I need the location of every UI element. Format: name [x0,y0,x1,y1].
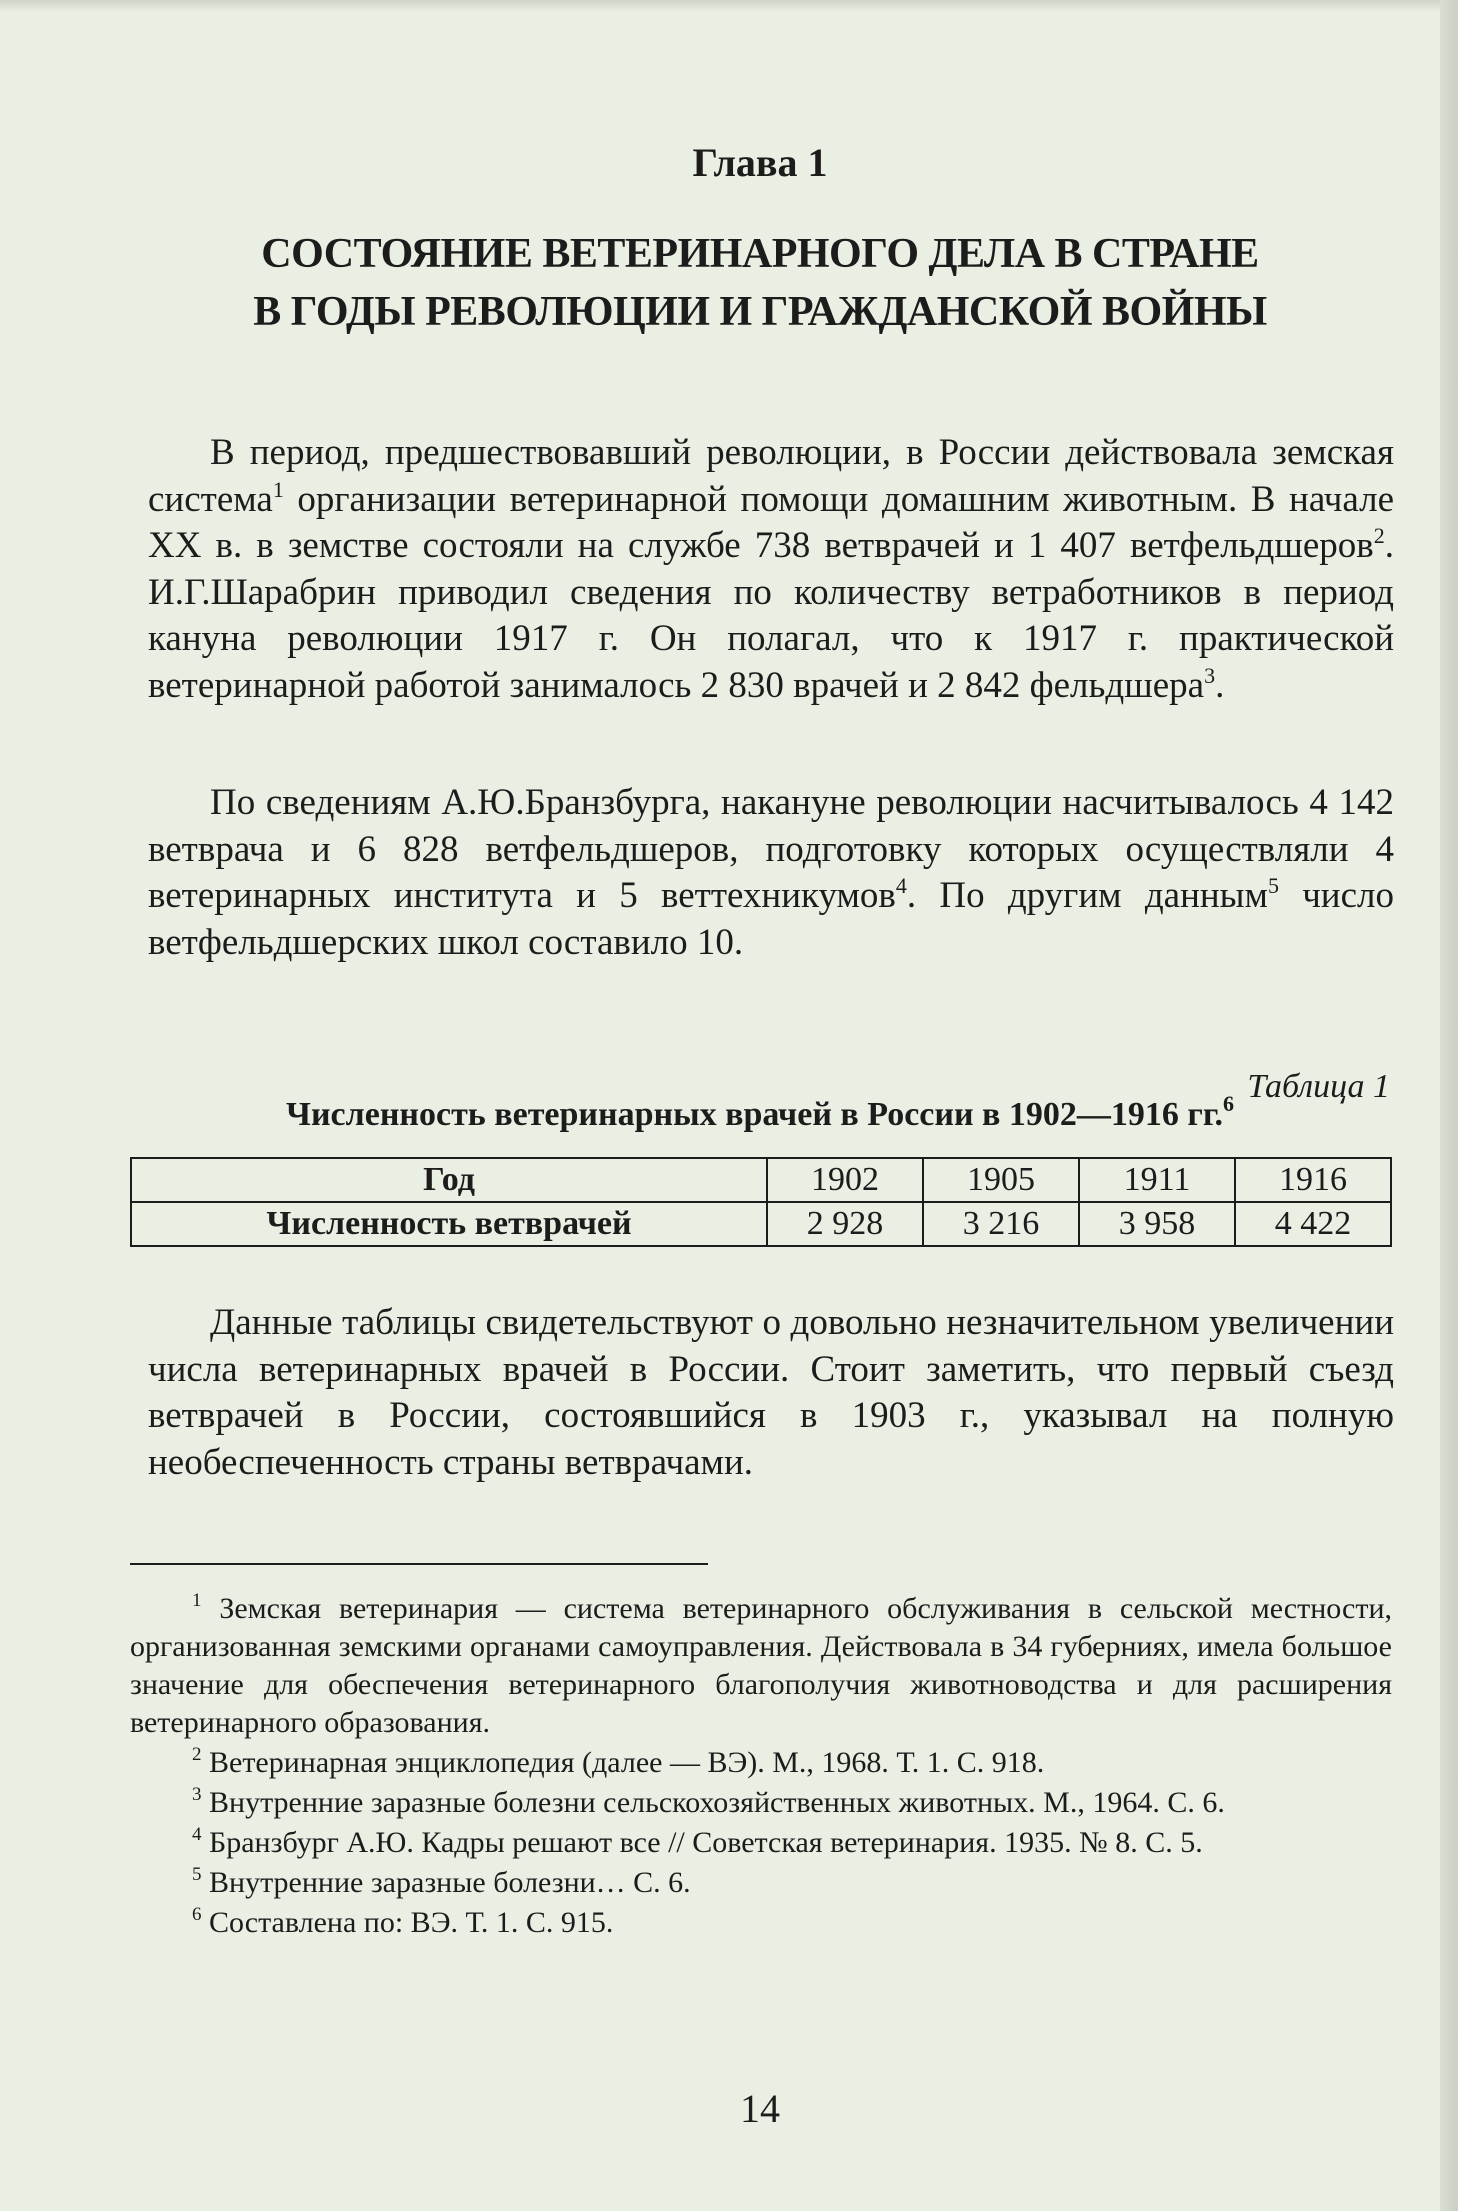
paragraph-1 [148,430,1394,709]
table-cell-count: 3 958 [1079,1202,1235,1246]
paragraph-1-text-b: организации ветеринарной помощи домашним животным. В начале XX в. в земстве состояли на службе 738 ветврачей и 1 407 ветфельдшеров [148,478,1394,566]
footnote-ref-1: 1 [272,476,284,502]
table-row-counts [131,1202,1391,1246]
paragraph-2-text-b: . По другим данным [906,875,1268,916]
footnote-number: 6 [192,1904,202,1925]
chapter-title [130,225,1390,341]
table-cell-year: 1916 [1235,1158,1391,1202]
footnote-text: Ветеринарная энциклопедия (далее — ВЭ). М., 1968. Т. 1. С. 918. [209,1746,1045,1779]
paragraph-1-text-a: В период, предшествовавший революции, в России действовала земская система [148,432,1394,520]
footnote-number: 4 [192,1824,202,1845]
footnote-3 [130,1784,1392,1822]
paragraph-2-text-c: число ветфельдшерских школ составило 10. [148,875,1394,963]
paragraph-1-text-d: . [1215,664,1225,706]
footnote-divider [130,1563,708,1565]
table-title-text: Численность ветеринарных врачей в России в 1902—1916 гг. [286,1096,1223,1133]
footnote-6 [130,1904,1392,1942]
table-cell-count: 3 216 [923,1202,1079,1246]
table-caption: Таблица 1 [1247,1068,1390,1105]
chapter-heading: Глава 1 [692,140,828,185]
footnote-4 [130,1824,1392,1862]
paragraph-3: Данные таблицы свидетельствуют о довольно незначительном увеличении числа ветеринарных врачей в России. Стоит заметить, что первый съезд ветврачей в России, состоявшийся в 1903 г., указывал на полную необеспеченность страны ветврачами. [148,1302,1394,1483]
footnote-number: 3 [192,1784,202,1805]
paragraph-2 [148,780,1394,966]
footnotes [130,1590,1392,1944]
table-cell-year: 1902 [767,1158,923,1202]
footnote-text: Бранзбург А.Ю. Кадры решают все // Советская ветеринария. 1935. № 8. С. 5. [209,1826,1203,1859]
footnote-ref-4: 4 [895,873,907,898]
paragraph-1-text-c: . И.Г.Шарабрин приводил сведения по количеству ветработников в период кануна революции 1917 г. Он полагал, что к 1917 г. практической ветеринарной работой занималось 2 830 врачей и 2 842 фельдшера [148,525,1394,706]
chapter-title-line-2: В ГОДЫ РЕВОЛЮЦИИ И ГРАЖДАНСКОЙ ВОЙНЫ [253,289,1267,335]
table-row-header-count: Численность ветврачей [131,1202,767,1246]
footnote-number: 5 [192,1864,202,1885]
footnote-text: Внутренние заразные болезни сельскохозяйственных животных. М., 1964. С. 6. [209,1786,1225,1819]
footnote-ref-6: 6 [1222,1091,1234,1116]
footnote-ref-5: 5 [1267,873,1279,898]
table-row-years [131,1158,1391,1202]
footnote-ref-3: 3 [1204,662,1216,688]
table-cell-year: 1905 [923,1158,1079,1202]
table-cell-year: 1911 [1079,1158,1235,1202]
footnote-number: 1 [192,1590,202,1611]
page-edge [1440,0,1458,2211]
footnote-text: Составлена по: ВЭ. Т. 1. С. 915. [209,1906,614,1939]
page-number: 14 [740,2086,780,2131]
paragraph-2-text-a: По сведениям А.Ю.Бранзбурга, накануне революции насчитывалось 4 142 ветврача и 6 828 ветфельдшеров, подготовку которых осуществляли 4 ветеринарных института и 5 веттехникумов [148,782,1394,916]
data-table [130,1157,1392,1247]
footnote-text: Земская ветеринария — система ветеринарного обслуживания в сельской местности, организованная земскими органами самоуправления. Действовала в 34 губерниях, имела большое значение для обеспечения ветеринарного благополучия животноводства и для расширения ветеринарного образования. [130,1592,1392,1739]
footnote-2 [130,1744,1392,1782]
page-top-shadow [0,0,1440,12]
table-cell-count: 4 422 [1235,1202,1391,1246]
footnote-text: Внутренние заразные болезни… С. 6. [209,1866,691,1899]
table-title [130,1093,1390,1137]
footnote-ref-2: 2 [1373,523,1385,548]
footnote-1 [130,1590,1392,1742]
footnote-5 [130,1864,1392,1902]
table-row-header-year: Год [131,1158,767,1202]
footnote-number: 2 [192,1744,202,1765]
table-cell-count: 2 928 [767,1202,923,1246]
chapter-title-line-1: СОСТОЯНИЕ ВЕТЕРИНАРНОГО ДЕЛА В СТРАНЕ [261,231,1259,277]
